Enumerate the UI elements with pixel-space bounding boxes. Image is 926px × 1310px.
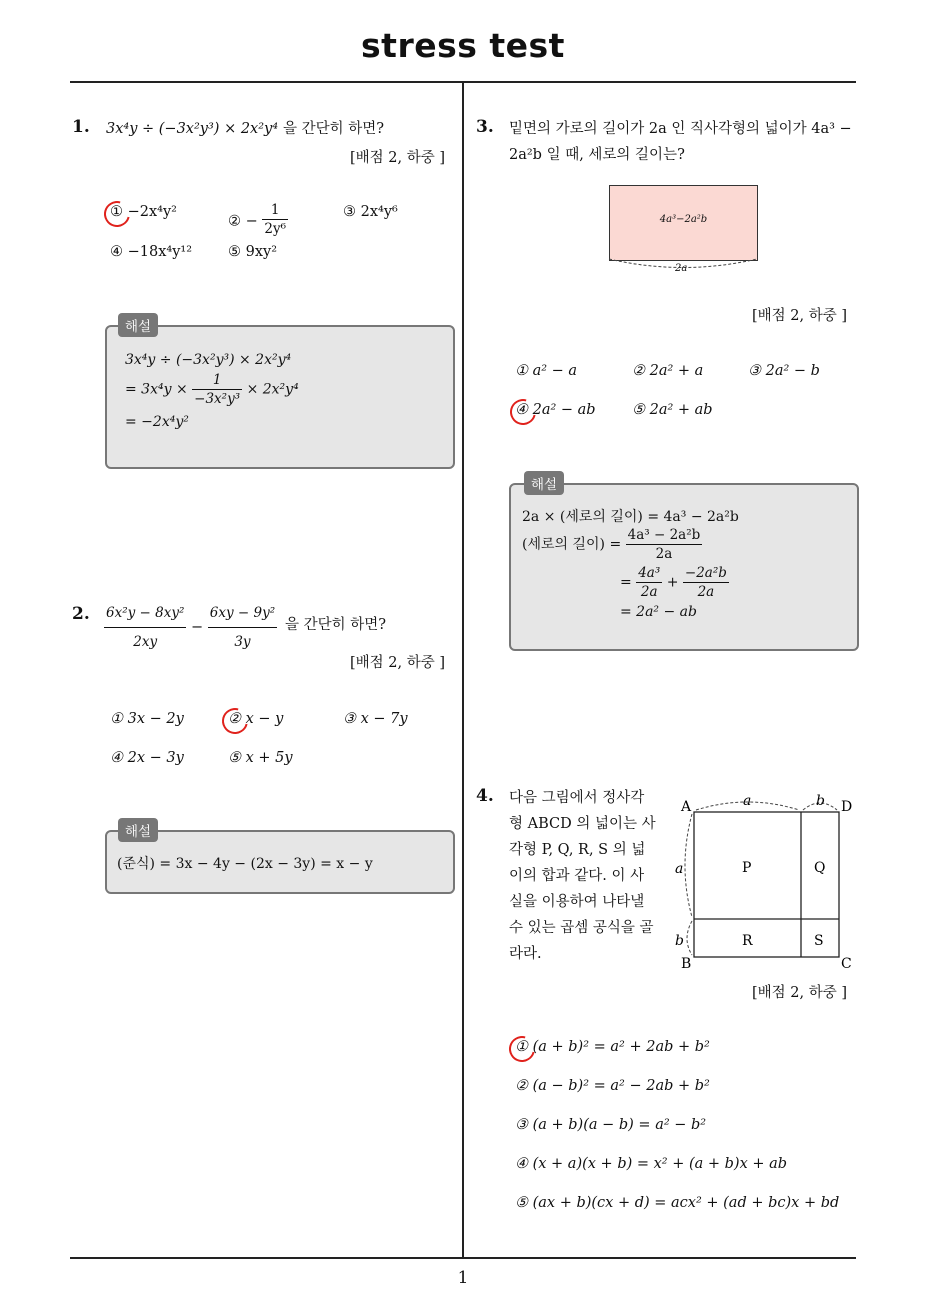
choice-5[interactable]: ⑤ x + 5y [228, 750, 293, 766]
side-label: b [675, 933, 684, 949]
solution-line: = 3x⁴y × $\frac{1}{\text{−3x²y³}}$ × 2x²y⁴ [125, 372, 299, 407]
choice-4[interactable]: ④ 2a² − ab [515, 402, 596, 418]
column-divider [462, 83, 464, 1258]
choice-4[interactable]: ④ 2x − 3y [110, 750, 184, 766]
solution-line: 3x⁴y ÷ (−3x²y³) × 2x²y⁴ [125, 352, 292, 368]
choice-3[interactable]: ③ (a + b)(a − b) = a² − b² [515, 1117, 707, 1133]
choice-2-label: ② − [228, 213, 258, 230]
choice-5[interactable]: ⑤ 9xy² [228, 244, 278, 260]
question-text: 밑면의 가로의 길이가 2a 인 직사각형의 넓이가 4a³ − [509, 121, 852, 137]
choice-3[interactable]: ③ 2a² − b [748, 363, 820, 379]
score-label: [배점 2, 하중 ] [350, 655, 446, 671]
choice-1[interactable]: ① −2x⁴y² [110, 204, 177, 220]
choice-2-denominator: 2y⁶ [264, 221, 287, 237]
solution-line: 2a × (세로의 길이) = 4a³ − 2a²b [522, 509, 739, 525]
vertex-label: B [681, 956, 692, 972]
page-number: 1 [457, 1268, 469, 1288]
choice-2[interactable]: ② 2a² + a [632, 363, 704, 379]
region-label: Q [814, 860, 826, 876]
choice-5[interactable]: ⑤ (ax + b)(cx + d) = acx² + (ad + bc)x + bd [515, 1195, 840, 1211]
solution-line: = −2x⁴y² [125, 414, 189, 430]
region-label: S [814, 933, 824, 949]
question-text: 다음 그림에서 정사각 형 ABCD 의 넓이는 사 각형 P, Q, R, S 의 넓 이의 합과 같다. 이 사 실을 이용하여 나타낼 수 있는 곱셈 공식을 골 라라. [509, 790, 656, 962]
choice-1[interactable]: ① a² − a [515, 363, 578, 379]
choice-3[interactable]: ③ x − 7y [343, 711, 408, 727]
choice-3[interactable]: ③ 2x⁴y⁶ [343, 204, 398, 220]
region-label: P [742, 860, 752, 876]
page-title: stress test [361, 26, 565, 65]
choice-4[interactable]: ④ (x + a)(x + b) = x² + (a + b)x + ab [515, 1156, 788, 1172]
question-text: 2a²b 일 때, 세로의 길이는? [509, 147, 685, 163]
choice-2[interactable]: ② x − y [228, 711, 284, 727]
question-text: 을 간단히 하면? [285, 617, 387, 633]
score-label: [배점 2, 하중 ] [752, 308, 848, 324]
vertex-label: C [841, 956, 852, 972]
question-number: 2. [72, 604, 90, 624]
question-expression: 3x⁴y ÷ (−3x²y³) × 2x²y⁴ [106, 121, 279, 137]
footer-rule [70, 1257, 856, 1259]
choice-4[interactable]: ④ −18x⁴y¹² [110, 244, 193, 260]
question-text: 을 간단히 하면? [283, 121, 385, 137]
choice-2-numerator: 1 [262, 202, 288, 220]
choice-5[interactable]: ⑤ 2a² + ab [632, 402, 713, 418]
figure-width-label: 2a [675, 263, 688, 274]
choice-2[interactable] [228, 204, 288, 239]
square-figure [670, 790, 860, 975]
question-number: 4. [476, 786, 494, 806]
solution-line: (세로의 길이) = $\frac{\text{4a³ − 2a²b}}{2a}$ [522, 527, 701, 562]
solution-line: = $\frac{\text{4a³}}{2a}$ + $\frac{\text{−2a²b}}{2a}$ [620, 565, 727, 600]
solution-line: = 2a² − ab [620, 604, 697, 620]
score-label: [배점 2, 하중 ] [350, 150, 446, 166]
solution-line: (준식) = 3x − 4y − (2x − 3y) = x − y [117, 856, 373, 872]
question-expression: $\frac{\text{6x²y − 8xy²}}{2xy}$ − $\frac{\text{6xy − 9y²}}{3y}$ [104, 600, 277, 655]
side-label: b [816, 793, 825, 809]
question-number: 1. [72, 117, 90, 137]
choice-1[interactable]: ① (a + b)² = a² + 2ab + b² [515, 1039, 710, 1055]
score-label: [배점 2, 하중 ] [752, 985, 848, 1001]
solution-tag: 해설 [118, 313, 158, 337]
side-label: a [675, 861, 684, 877]
question-number: 3. [476, 117, 494, 137]
side-label: a [743, 793, 752, 809]
region-label: R [742, 933, 753, 949]
figure-area-label: 4a³−2a²b [659, 214, 708, 225]
solution-tag: 해설 [118, 818, 158, 842]
choice-2[interactable]: ② (a − b)² = a² − 2ab + b² [515, 1078, 710, 1094]
vertex-label: D [841, 799, 853, 815]
choice-1[interactable]: ① 3x − 2y [110, 711, 184, 727]
solution-tag: 해설 [524, 471, 564, 495]
vertex-label: A [681, 799, 692, 815]
